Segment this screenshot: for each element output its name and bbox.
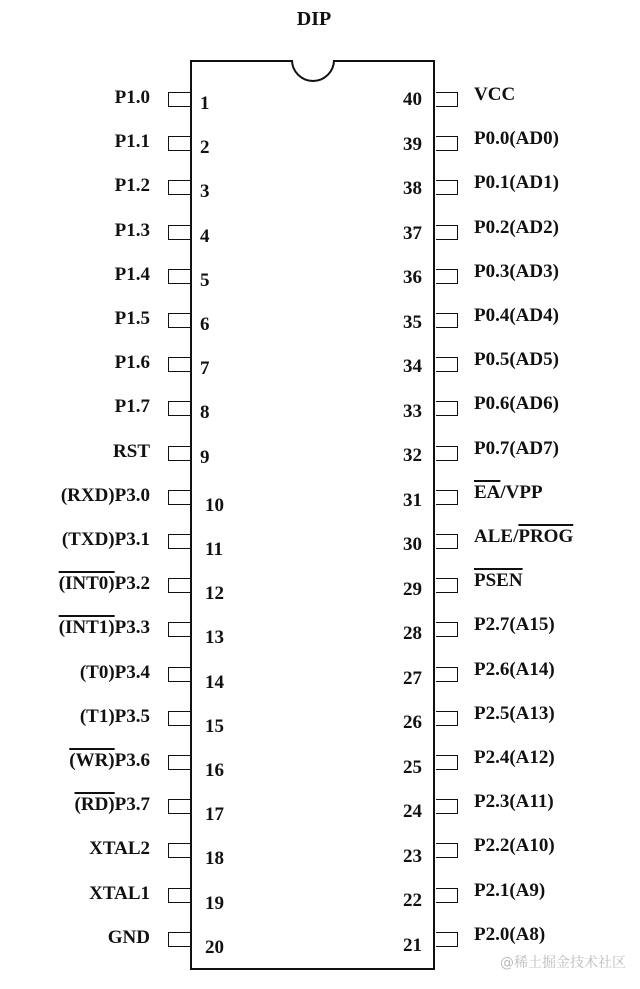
- pin-label: [474, 262, 559, 282]
- diagram-title: [0, 8, 640, 31]
- pin-label: [115, 353, 150, 373]
- pin-number: 19: [205, 892, 224, 914]
- label-text: P1.6: [114, 352, 150, 374]
- label-text: P1.5: [114, 308, 150, 329]
- pin-number: 28: [403, 623, 422, 644]
- pin-number: 2: [200, 137, 210, 159]
- pin-label: [474, 704, 555, 724]
- pin-number: 33: [403, 400, 422, 422]
- pin-number: 38: [403, 178, 422, 199]
- pin-number: 1: [200, 93, 210, 114]
- pin-number: 30: [403, 534, 422, 555]
- pin-box: [168, 799, 190, 814]
- label-text: P0.5(AD5): [474, 349, 559, 371]
- pin-box: [168, 269, 190, 284]
- pin-label: [80, 663, 150, 683]
- pin-number: 10: [205, 494, 224, 516]
- pin-box: [436, 490, 458, 505]
- label-text: (RXD)P3.0: [60, 484, 150, 506]
- pin-box: [168, 755, 190, 770]
- pin-number: 39: [403, 133, 422, 155]
- pin-label: [115, 309, 150, 329]
- pin-label: [115, 265, 150, 285]
- watermark: @稀土掘金技术社区: [500, 955, 626, 971]
- pin-number: 29: [403, 578, 422, 600]
- label-text: P1.4: [114, 263, 150, 285]
- label-text: P0.3(AD3): [474, 260, 559, 282]
- overlined-signal: (INT0): [58, 573, 115, 595]
- pin-label: [115, 397, 150, 417]
- pin-label: [69, 751, 150, 771]
- label-text: /VPP: [500, 481, 543, 503]
- pin-label: [474, 85, 515, 105]
- pin-number: 40: [403, 89, 422, 110]
- label-text: (TXD)P3.1: [61, 529, 150, 550]
- pin-box: [436, 446, 458, 461]
- pin-label: [474, 748, 555, 768]
- pin-number: 6: [200, 314, 210, 335]
- pin-box: [436, 92, 458, 107]
- chip-body: [190, 60, 435, 970]
- pin-number: 26: [403, 712, 422, 733]
- pin-box: [436, 180, 458, 195]
- pin-box: [436, 932, 458, 947]
- label-text: P0.2(AD2): [474, 216, 559, 238]
- label-text: P1.1: [114, 131, 150, 153]
- pin-number: 20: [205, 936, 224, 958]
- pin-box: [168, 136, 190, 151]
- label-text: RST: [113, 440, 150, 462]
- pin-label: [113, 442, 150, 462]
- pin-label: [474, 218, 559, 238]
- pin-number: 31: [403, 489, 422, 511]
- pin-box: [168, 888, 190, 903]
- notch-mask: [280, 30, 346, 60]
- pin-label: [474, 792, 554, 812]
- pin-number: 14: [205, 671, 224, 693]
- pin-number: 16: [205, 760, 224, 781]
- pin-label: [474, 615, 555, 635]
- label-text: P1.7: [114, 396, 150, 418]
- pin-label: [474, 571, 523, 591]
- pin-box: [168, 225, 190, 240]
- pin-number: 18: [205, 848, 224, 870]
- label-text: P3.2: [114, 573, 150, 595]
- label-text: P1.0: [114, 87, 150, 108]
- pin-box: [436, 622, 458, 637]
- pin-number: 24: [403, 801, 422, 822]
- pin-box: [436, 711, 458, 726]
- title-text: DIP: [296, 8, 332, 30]
- pin-box: [168, 711, 190, 726]
- label-text: P2.7(A15): [474, 614, 555, 636]
- overlined-signal: PROG: [518, 526, 574, 547]
- pin-label: [62, 530, 150, 550]
- pin-label: [75, 795, 150, 815]
- pin-box: [436, 136, 458, 151]
- pin-label: [474, 527, 573, 547]
- label-text: P0.4(AD4): [474, 305, 559, 326]
- label-text: P2.4(A12): [474, 747, 555, 768]
- pin-number: 15: [205, 715, 224, 737]
- pin-label: [474, 483, 543, 503]
- pin-box: [436, 888, 458, 903]
- pin-number: 23: [403, 845, 422, 867]
- label-text: P0.6(AD6): [474, 393, 559, 415]
- pin-number: 37: [403, 222, 422, 244]
- label-text: XTAL1: [89, 882, 150, 904]
- pin-box: [436, 269, 458, 284]
- label-text: P2.3(A11): [474, 791, 554, 813]
- label-text: P3.7: [114, 794, 150, 816]
- pin-label: [474, 394, 559, 414]
- pin-label: [108, 928, 150, 948]
- pin-box: [168, 490, 190, 505]
- pin-label: [115, 88, 150, 108]
- label-text: VCC: [474, 84, 516, 105]
- label-text: (T0)P3.4: [79, 661, 150, 683]
- pin-box: [436, 225, 458, 240]
- pin-box: [168, 578, 190, 593]
- overlined-signal: (RD): [74, 794, 115, 816]
- pin-number: 22: [403, 890, 422, 911]
- pin-label: [80, 707, 150, 727]
- pin-number: 25: [403, 756, 422, 778]
- pin-box: [168, 92, 190, 107]
- label-text: P3.3: [114, 617, 150, 639]
- pin-box: [436, 799, 458, 814]
- pin-box: [168, 446, 190, 461]
- pin-number: 5: [200, 269, 210, 291]
- pin-label: [474, 881, 545, 901]
- pin-box: [168, 180, 190, 195]
- overlined-signal: $\overline{EA}$: [474, 481, 501, 503]
- pin-box: [168, 932, 190, 947]
- pin-number: 17: [205, 804, 224, 826]
- pin-label: [115, 221, 150, 241]
- label-text: P3.6: [114, 750, 150, 771]
- pin-label: [474, 660, 555, 680]
- pin-number: 21: [403, 934, 422, 956]
- label-text: P1.3: [114, 219, 150, 241]
- overlined-signal: PSEN: [474, 570, 523, 592]
- pin-box: [436, 534, 458, 549]
- pin-number: 34: [403, 356, 422, 377]
- pin-box: [436, 755, 458, 770]
- pin-label: [474, 836, 555, 856]
- pin-box: [436, 313, 458, 328]
- label-text: P0.1(AD1): [474, 172, 559, 194]
- pin-box: [436, 357, 458, 372]
- overlined-signal: (WR): [69, 750, 115, 771]
- pin-number: 27: [403, 667, 422, 689]
- pin-number: 35: [403, 311, 422, 333]
- pin-box: [436, 578, 458, 593]
- pin-box: [436, 401, 458, 416]
- pin-box: [168, 534, 190, 549]
- pin-label: [115, 176, 150, 196]
- label-text: P0.0(AD0): [474, 128, 559, 150]
- pin-label: [474, 350, 559, 370]
- pin-number: 3: [200, 181, 210, 203]
- pin-number: 11: [205, 539, 223, 560]
- pin-number: 13: [205, 627, 224, 649]
- pin-number: 32: [403, 445, 422, 466]
- label-text: GND: [107, 926, 150, 948]
- label-text: ALE/: [474, 526, 519, 547]
- label-text: P1.2: [114, 175, 150, 197]
- pin-box: [168, 357, 190, 372]
- pin-label: [59, 618, 150, 638]
- label-text: (T1)P3.5: [79, 705, 150, 727]
- label-text: P2.6(A14): [474, 658, 555, 680]
- label-text: P2.0(A8): [474, 923, 546, 945]
- pin-label: [474, 306, 559, 326]
- pin-label: [474, 129, 559, 149]
- pin-label: [474, 173, 559, 193]
- pin-number: 12: [205, 583, 224, 605]
- pin-label: [115, 132, 150, 152]
- label-text: P0.7(AD7): [474, 437, 559, 459]
- pin-label: [89, 839, 150, 859]
- pin-box: [168, 401, 190, 416]
- pin-number: 9: [200, 446, 210, 468]
- label-text: P2.1(A9): [474, 879, 546, 901]
- label-text: XTAL2: [89, 838, 150, 860]
- pin-box: [168, 843, 190, 858]
- pin-box: [168, 622, 190, 637]
- pin-box: [436, 667, 458, 682]
- pin-label: [61, 486, 150, 506]
- pin-label: [474, 439, 559, 459]
- label-text: P2.5(A13): [474, 702, 555, 724]
- pin-number: 7: [200, 358, 210, 380]
- label-text: P2.2(A10): [474, 835, 555, 857]
- pin-box: [168, 667, 190, 682]
- pin-label: [89, 884, 150, 904]
- overlined-signal: (INT1): [58, 617, 115, 639]
- pin-label: [474, 925, 545, 945]
- pin-label: [59, 574, 150, 594]
- pin-box: [168, 313, 190, 328]
- pin-box: [436, 843, 458, 858]
- pin-number: 4: [200, 225, 210, 247]
- pin-number: 36: [403, 267, 422, 288]
- pin-number: 8: [200, 402, 210, 424]
